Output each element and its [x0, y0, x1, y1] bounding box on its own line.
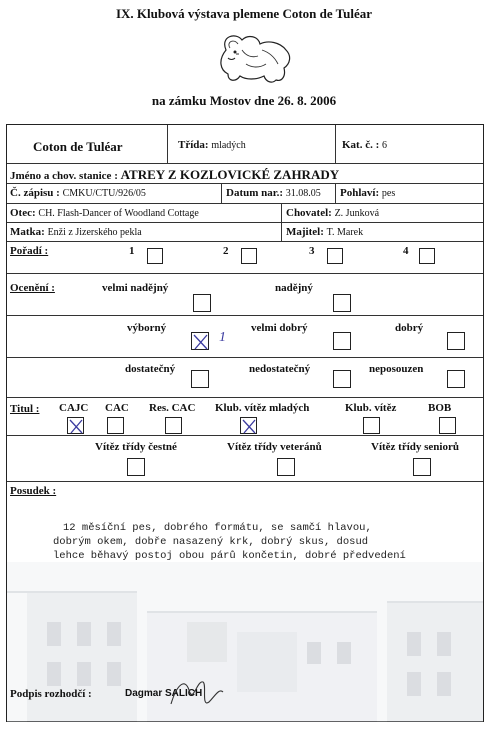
catalog-label: Kat. č. :	[342, 139, 380, 151]
winner-senior-class-checkbox[interactable]	[413, 458, 431, 476]
placing-4-label: 4	[403, 245, 409, 257]
breeder-value: Z. Junková	[334, 208, 380, 219]
rating-promising-label: nadějný	[275, 282, 313, 294]
placing-2-checkbox[interactable]	[241, 248, 257, 264]
reg-value: CMKU/CTU/926/05	[62, 188, 146, 199]
row-review	[7, 481, 483, 723]
breed-name: Coton de Tuléar	[33, 139, 123, 154]
winner-veteran-class-label: Vítěz třídy veteránů	[227, 441, 322, 453]
cell-sex	[335, 184, 485, 203]
title-res-cac-checkbox[interactable]	[165, 417, 182, 434]
dob-label: Datum nar.:	[226, 187, 284, 199]
dam-label: Matka:	[10, 226, 45, 238]
review-line-2: dobrým okem, dobře nasazený krk, dobrý skus, dosud	[53, 536, 369, 548]
rating-very-good-label: velmi dobrý	[251, 322, 308, 334]
title-cajc-checkbox[interactable]	[67, 417, 84, 434]
cell-catalog	[335, 125, 485, 163]
title-junior-winner-checkbox[interactable]	[240, 417, 257, 434]
title-res-cac-label: Res. CAC	[149, 402, 196, 414]
name-value: ATREY Z KOZLOVICKÉ ZAHRADY	[120, 167, 340, 182]
title-label: Titul :	[10, 403, 40, 415]
rating-insufficient-label: nedostatečný	[249, 363, 311, 375]
signature-icon	[167, 674, 227, 714]
row-rating-grades	[7, 315, 483, 357]
reg-label: Č. zápisu :	[10, 187, 60, 199]
title-cac-label: CAC	[105, 402, 129, 414]
title-bob-checkbox[interactable]	[439, 417, 456, 434]
owner-value: T. Marek	[326, 227, 364, 238]
rating-sufficient-label: dostatečný	[125, 363, 176, 375]
sex-value: pes	[381, 188, 396, 199]
placing-1-checkbox[interactable]	[147, 248, 163, 264]
rating-insufficient-checkbox[interactable]	[333, 370, 351, 388]
row-rating-low	[7, 357, 483, 397]
class-value: mladých	[211, 140, 246, 151]
title-club-winner-label: Klub. vítěz	[345, 402, 397, 414]
placing-label: Pořadí :	[10, 245, 49, 257]
judge-label: Podpis rozhodčí :	[10, 688, 92, 700]
rating-not-judged-checkbox[interactable]	[447, 370, 465, 388]
winner-honor-class-checkbox[interactable]	[127, 458, 145, 476]
review-label: Posudek :	[10, 485, 57, 497]
dam-value: Enži z Jizerského pekla	[47, 227, 142, 238]
row-registration	[7, 183, 483, 203]
review-line-3: lehce běhavý postoj obou párů končetin, dobré předvedení	[53, 550, 406, 562]
catalog-value: 6	[382, 140, 388, 151]
rating-excellent-checkbox[interactable]	[191, 332, 209, 350]
row-name	[7, 163, 483, 183]
row-class-winners	[7, 435, 483, 481]
title-cajc-label: CAJC	[59, 402, 89, 414]
rating-very-promising-label: velmi nadějný	[102, 282, 169, 294]
title-junior-winner-label: Klub. vítěz mladých	[215, 402, 310, 414]
placing-3-label: 3	[309, 245, 315, 257]
rating-very-good-checkbox[interactable]	[333, 332, 351, 350]
sex-label: Pohlaví:	[340, 187, 380, 199]
row-placing	[7, 241, 483, 273]
judge-name: Dagmar SALICH	[125, 688, 203, 699]
rating-label: Ocenění :	[10, 282, 55, 294]
review-line-1: 12 měsíční pes, dobrého formátu, se samčí hlavou,	[63, 522, 372, 534]
row-sire	[7, 203, 483, 222]
row-dam	[7, 222, 483, 241]
row-rating-promising	[7, 273, 483, 315]
cell-owner	[281, 223, 485, 241]
rating-very-promising-checkbox[interactable]	[193, 294, 211, 312]
rating-good-checkbox[interactable]	[447, 332, 465, 350]
placing-4-checkbox[interactable]	[419, 248, 435, 264]
placing-1-label: 1	[129, 245, 135, 257]
winner-honor-class-label: Vítěz třídy čestné	[95, 441, 177, 453]
cell-breeder	[281, 204, 485, 222]
owner-label: Majitel:	[286, 226, 324, 238]
cell-class	[167, 125, 335, 163]
sire-label: Otec:	[10, 207, 36, 219]
winner-veteran-class-checkbox[interactable]	[277, 458, 295, 476]
rating-not-judged-label: neposouzen	[369, 363, 424, 375]
cell-dob	[221, 184, 335, 203]
placing-2-label: 2	[223, 245, 229, 257]
page-subtitle: na zámku Mostov dne 26. 8. 2006	[151, 93, 337, 108]
row-breed	[7, 125, 483, 163]
page-title: IX. Klubová výstava plemene Coton de Tuléar	[115, 6, 373, 21]
row-titles	[7, 397, 483, 435]
evaluation-form	[6, 124, 484, 722]
placing-3-checkbox[interactable]	[327, 248, 343, 264]
check-x-icon	[68, 418, 85, 435]
rating-good-label: dobrý	[395, 322, 424, 334]
title-club-winner-checkbox[interactable]	[363, 417, 380, 434]
dog-logo-icon	[206, 30, 296, 85]
rating-sufficient-checkbox[interactable]	[191, 370, 209, 388]
rating-excellent-mark: 1	[219, 330, 226, 345]
title-cac-checkbox[interactable]	[107, 417, 124, 434]
sire-value: CH. Flash-Dancer of Woodland Cottage	[38, 208, 199, 219]
winner-senior-class-label: Vítěz třídy seniorů	[371, 441, 459, 453]
name-label: Jméno a chov. stanice :	[10, 170, 118, 182]
check-x-icon	[192, 333, 210, 351]
check-x-icon	[241, 418, 258, 435]
dob-value: 31.08.05	[285, 188, 321, 199]
breeder-label: Chovatel:	[286, 207, 332, 219]
class-label: Třída:	[178, 139, 209, 151]
rating-excellent-label: výborný	[127, 322, 167, 334]
title-bob-label: BOB	[428, 402, 452, 414]
rating-promising-checkbox[interactable]	[333, 294, 351, 312]
